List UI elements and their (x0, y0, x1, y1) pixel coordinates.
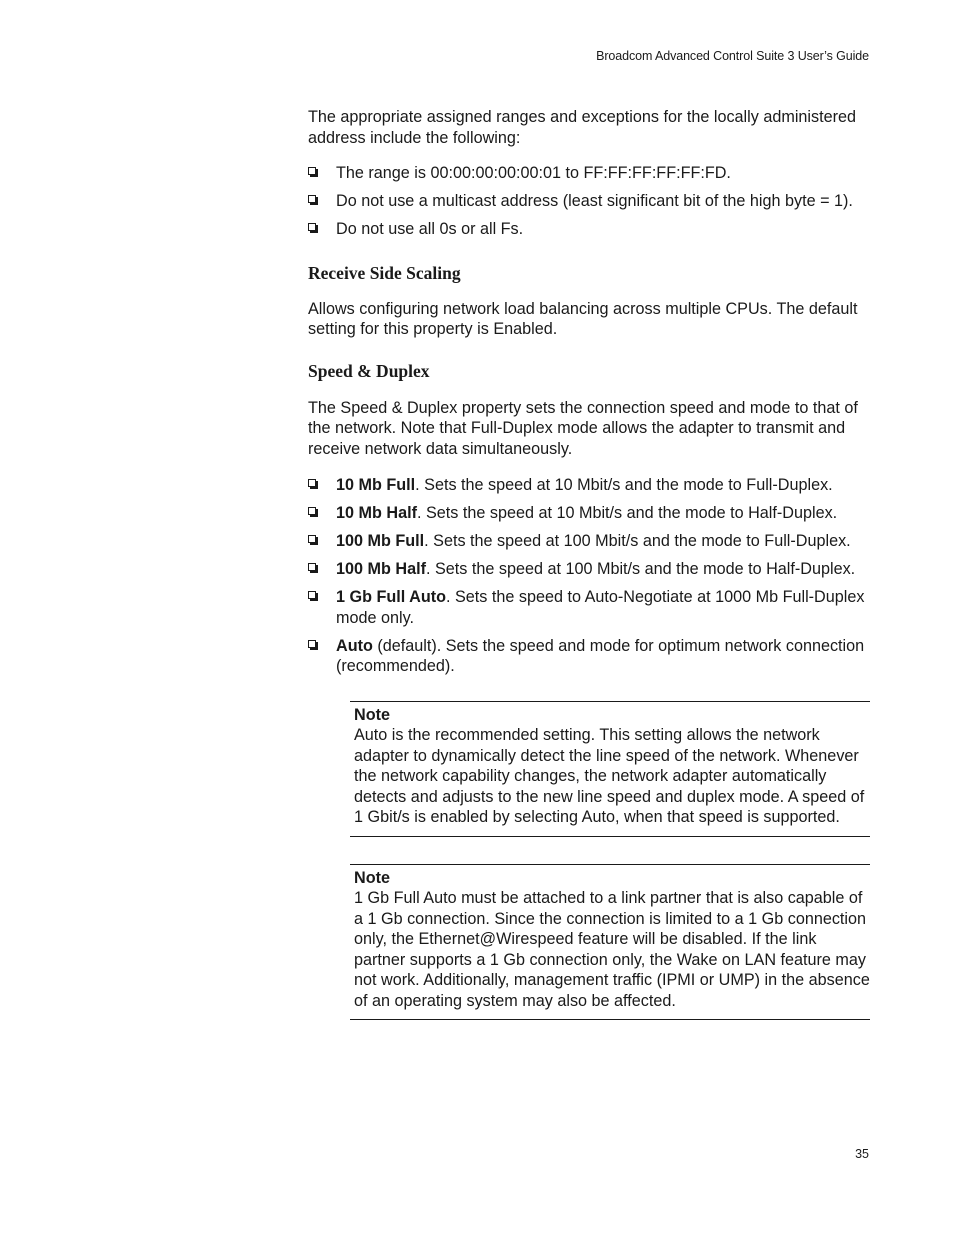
rss-paragraph: Allows configuring network load balancing across multiple CPUs. The default setting for this property is Enabled. (308, 299, 858, 338)
checkbox-bullet-icon (308, 591, 316, 599)
option-term: 10 Mb Full (336, 476, 416, 494)
option-term: 100 Mb Half (336, 560, 426, 578)
checkbox-bullet-icon (308, 223, 316, 231)
intro-paragraph: The appropriate assigned ranges and exceptions for the locally administered address include the following: (308, 108, 857, 147)
checkbox-bullet-icon (308, 167, 316, 175)
list-item (308, 503, 870, 524)
list-item (308, 587, 870, 628)
list-item (308, 531, 870, 552)
checkbox-bullet-icon (308, 640, 316, 648)
note-text: 1 Gb Full Auto must be attached to a link partner that is also capable of a 1 Gb connection. Since the connection is limited to a 1 Gb connection only, the Ethernet@Wirespeed feature will be disabled. If the link partner supports a 1 Gb connection only, the Wake on LAN feature may not work. Additionally, management traffic (IPMI or UMP) in the absence of an operating system may also be affected. (354, 889, 870, 1010)
list-item (308, 636, 870, 677)
list-item: Do not use a multicast address (least significant bit of the high byte = 1). (308, 191, 870, 212)
section-heading-rss: Receive Side Scaling (308, 262, 461, 283)
list-item (308, 475, 870, 496)
option-desc: (default). Sets the speed and mode for optimum network connection (recommended). (336, 636, 865, 675)
option-desc: . Sets the speed at 100 Mbit/s and the mode to Full-Duplex. (424, 532, 851, 550)
option-desc: . Sets the speed at 10 Mbit/s and the mode to Half-Duplex. (416, 504, 838, 522)
note-text: Auto is the recommended setting. This setting allows the network adapter to dynamically detect the line speed of the network. Whenever the network capability changes, the network adapter automatically detects and adjusts to the new line speed and duplex mode. A speed of 1 Gbit/s is enabled by selecting Auto, when that speed is supported. (354, 726, 865, 826)
option-term: 1 Gb Full Auto (336, 588, 447, 606)
option-term: 10 Mb Half (336, 504, 417, 522)
checkbox-bullet-icon (308, 195, 316, 203)
checkbox-bullet-icon (308, 479, 316, 487)
page-content (308, 107, 870, 1020)
list-item: Do not use all 0s or all Fs. (308, 219, 870, 240)
note-title: Note (354, 705, 390, 724)
option-desc: . Sets the speed at 100 Mbit/s and the mode to Half-Duplex. (425, 560, 856, 578)
speed-duplex-paragraph: The Speed & Duplex property sets the connection speed and mode to that of the network. Note that Full-Duplex mode allows the adapter to transmit and receive network data simultaneously. (308, 398, 858, 458)
option-term: 100 Mb Full (336, 532, 425, 550)
page-number: 35 (855, 1147, 869, 1161)
speed-options-list (308, 475, 870, 677)
note-box (350, 864, 870, 1021)
note-box (350, 701, 870, 837)
checkbox-bullet-icon (308, 507, 316, 515)
section-heading-speed-duplex: Speed & Duplex (308, 360, 430, 381)
note-title: Note (354, 868, 390, 887)
option-desc: . Sets the speed to Auto-Negotiate at 1000 Mb Full-Duplex mode only. (336, 588, 865, 627)
option-desc: . Sets the speed at 10 Mbit/s and the mode to Full-Duplex. (415, 476, 833, 494)
list-item (308, 559, 870, 580)
option-term: Auto (336, 636, 373, 655)
page-header: Broadcom Advanced Control Suite 3 User’s Guide (596, 49, 869, 63)
address-rules-list (308, 163, 870, 240)
checkbox-bullet-icon (308, 563, 316, 571)
checkbox-bullet-icon (308, 535, 316, 543)
list-item: The range is 00:00:00:00:00:01 to FF:FF:FF:FF:FF:FD. (308, 163, 870, 184)
